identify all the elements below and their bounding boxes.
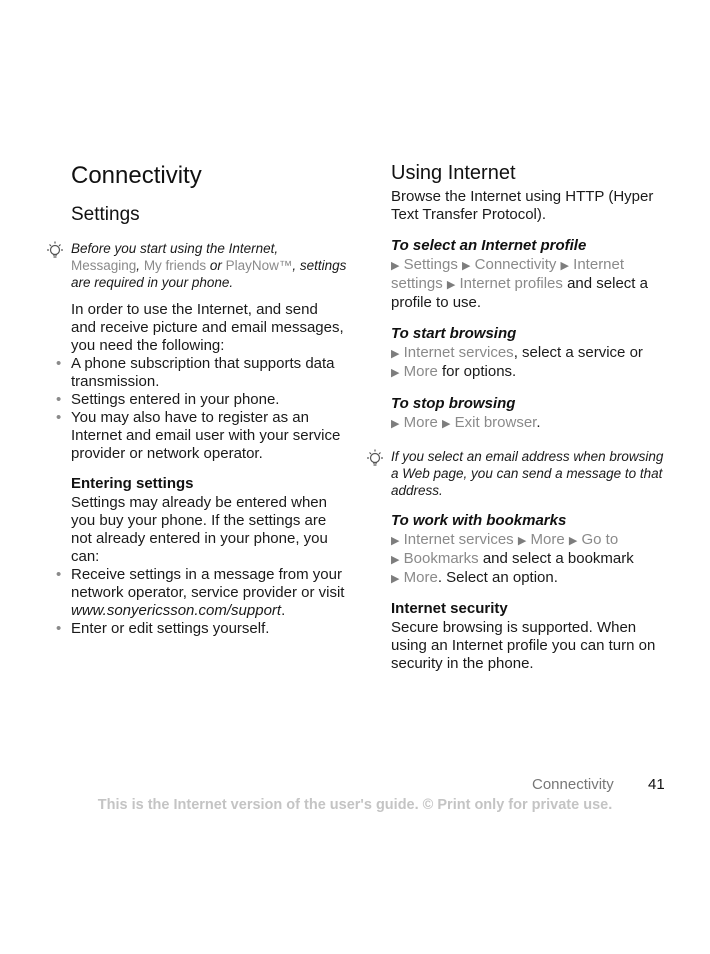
list-item: • A phone subscription that supports data transmission.	[71, 355, 347, 391]
entering-settings-text: Settings may already be entered when you buy your phone. If the settings are not already entered in your phone, you can:	[71, 494, 328, 565]
arrow-icon: ▶	[462, 260, 471, 272]
arrow-icon: ▶	[391, 535, 400, 547]
arrow-icon: ▶	[391, 367, 400, 379]
footer-copyright-note: This is the Internet version of the user's guide. © Print only for private use.	[97, 797, 613, 813]
proc-stop-browsing-steps: ▶ More ▶ Exit browser.	[391, 414, 541, 431]
arrow-icon: ▶	[391, 573, 400, 585]
tip-email	[391, 448, 667, 499]
settings-intro: In order to use the Internet, and send and receive picture and email messages, you need the following:	[71, 301, 344, 354]
chapter-title: Connectivity	[71, 162, 202, 189]
tip-lightbulb-icon	[44, 240, 66, 262]
arrow-icon: ▶	[391, 418, 400, 430]
proc-stop-browsing-title: To stop browsing	[391, 395, 516, 412]
proc-start-browsing-steps: ▶ Internet services, select a service or ▶ More for options.	[391, 344, 643, 380]
support-url: www.sonyericsson.com/support	[71, 602, 282, 619]
proc-bookmarks-title: To work with bookmarks	[391, 512, 567, 529]
proc-select-profile-title: To select an Internet profile	[391, 237, 587, 254]
arrow-icon: ▶	[568, 535, 578, 547]
arrow-icon: ▶	[391, 348, 400, 360]
settings-heading: Settings	[71, 204, 140, 225]
arrow-icon: ▶	[517, 535, 527, 547]
menu-my-friends: My friends	[143, 258, 207, 273]
list-item: • Receive settings in a message from your network operator, service provider or visit www.sonyericsson.com/support.	[71, 566, 347, 620]
entering-settings-heading: Entering settings	[71, 475, 194, 492]
internet-security-text: Secure browsing is supported. When using an Internet profile you can turn on security in the phone.	[391, 619, 656, 672]
arrow-icon: ▶	[446, 279, 456, 291]
proc-select-profile-steps: ▶ Settings ▶ Connectivity ▶ Internet settings ▶ Internet profiles and select a profile to use.	[391, 256, 648, 311]
list-item: • You may also have to register as an Internet and email user with your service provider or network operator.	[71, 409, 347, 463]
using-internet-intro: Browse the Internet using HTTP (Hyper Text Transfer Protocol).	[391, 188, 654, 223]
internet-security-heading: Internet security	[391, 600, 508, 617]
page-number: 41	[648, 776, 665, 793]
proc-bookmarks-steps: ▶ Internet services ▶ More ▶ Go to ▶ Bookmarks and select a bookmark ▶ More. Select an option.	[391, 531, 634, 586]
arrow-icon: ▶	[391, 260, 400, 272]
proc-start-browsing-title: To start browsing	[391, 325, 517, 342]
list-item: • Settings entered in your phone.	[71, 391, 347, 409]
menu-messaging: Messaging	[71, 258, 137, 273]
menu-playnow: PlayNow™	[225, 258, 293, 273]
tip-lightbulb-icon	[364, 448, 386, 470]
arrow-icon: ▶	[442, 418, 451, 430]
left-column	[71, 160, 347, 638]
right-column	[391, 160, 667, 673]
list-item: • Enter or edit settings yourself.	[71, 620, 347, 638]
tip-settings: Before you start using the Internet, Messaging, My friends or PlayNow™, settings are required in your phone.	[71, 240, 347, 291]
using-internet-heading: Using Internet	[391, 162, 516, 184]
tip-text: Before you start using the Internet,	[71, 241, 279, 256]
arrow-icon: ▶	[560, 260, 569, 272]
footer-chapter-name: Connectivity	[532, 776, 614, 793]
arrow-icon: ▶	[391, 554, 400, 566]
tip-text: If you select an email address when browsing a Web page, you can send a message to that address.	[391, 449, 664, 498]
